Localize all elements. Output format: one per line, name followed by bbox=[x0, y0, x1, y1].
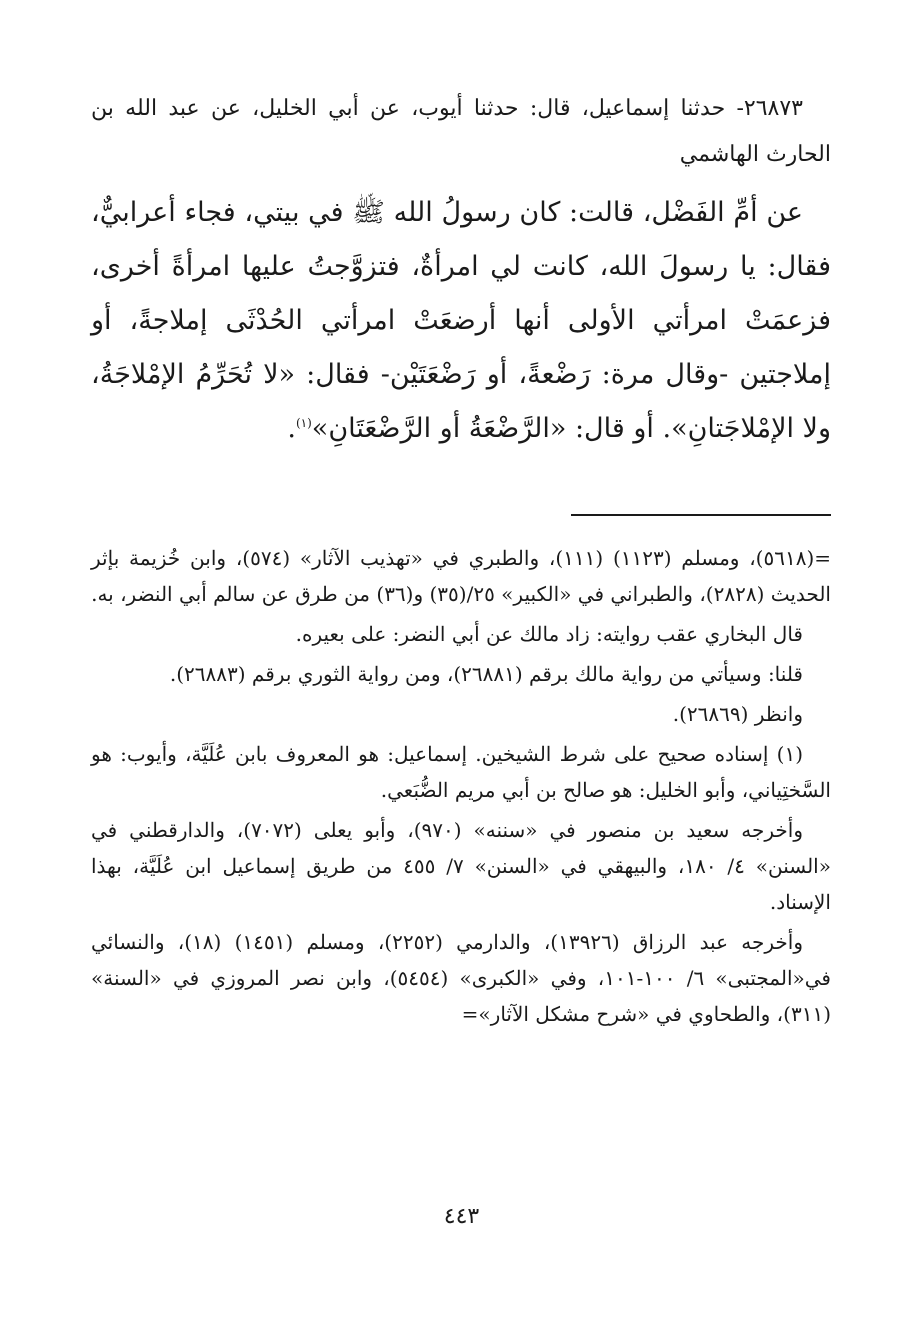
hadith-matn bbox=[91, 186, 831, 456]
footnote-paragraph: قال البخاري عقب روايته: زاد مالك عن أبي النضر: على بعيره. bbox=[295, 622, 803, 646]
isnad-text: ٢٦٨٧٣- حدثنا إسماعيل، قال: حدثنا أيوب، عن أبي الخليل، عن عبد الله بن الحارث الهاشمي bbox=[91, 96, 831, 167]
matn-text: عن أمِّ الفَضْل، قالت: كان رسولُ الله ﷺ في بيتي، فجاء أعرابيٌّ، فقال: يا رسولَ الله، كانت لي امرأةٌ، فتزوَّجتُ عليها امرأةً أخرى، فزعمَتْ امرأتي الأولى أنها أرضعَتْ امرأتي الحُدْثَى إملاجةً، أو إملاجتين -وقال مرة: رَضْعةً، أو رَضْعَتَيْن- فقال: «لا تُحَرِّمُ الإمْلاجَةُ، ولا الإمْلاجَتانِ». أو قال: «الرَّضْعَةُ أو الرَّضْعَتَانِ» bbox=[91, 197, 831, 444]
footnote-marker: (١) bbox=[295, 416, 312, 430]
page-number: ٤٤٣ bbox=[443, 1204, 480, 1229]
footnote-paragraph: قلنا: وسيأتي من رواية مالك برقم (٢٦٨٨١)، ومن رواية الثوري برقم (٢٦٨٨٣). bbox=[169, 662, 803, 686]
footnote-paragraph: وأخرجه عبد الرزاق (١٣٩٢٦)، والدارمي (٢٢٥٢)، ومسلم (١٤٥١) (١٨)، والنسائي في«المجتبى» ٦/ ١٠٠-١٠١، وفي «الكبرى» (٥٤٥٤)، وابن نصر المروزي في «السنة» (٣١١)، والطحاوي في «شرح مشكل الآثار»= bbox=[91, 930, 831, 1026]
footnote-paragraph: =(٥٦١٨)، ومسلم (١١٢٣) (١١١)، والطبري في «تهذيب الآثار» (٥٧٤)، وابن خُزيمة بإثر الحديث (٢٨٢٨)، والطبراني في «الكبير» ٢٥/(٣٥) و(٣٦) من طرق عن سالم أبي النضر، به. bbox=[91, 546, 831, 606]
footnote-paragraph: (١) إسناده صحيح على شرط الشيخين. إسماعيل: هو المعروف بابن عُلَيَّة، وأيوب: هو السَّختِياني، وأبو الخليل: هو صالح بن أبي مريم الضُّبَعي. bbox=[91, 742, 831, 802]
footnotes bbox=[91, 540, 831, 1036]
footnote-paragraph: وأخرجه سعيد بن منصور في «سننه» (٩٧٠)، وأبو يعلى (٧٠٧٢)، والدارقطني في «السنن» ٤/ ١٨٠، والبيهقي في «السنن» ٧/ ٤٥٥ من طريق إسماعيل ابن عُلَيَّة، بهذا الإسناد. bbox=[91, 818, 831, 914]
matn-paragraph bbox=[91, 186, 831, 456]
footnote-divider bbox=[571, 514, 831, 516]
footnote-paragraph: وانظر (٢٦٨٦٩). bbox=[672, 702, 803, 726]
matn-end: . bbox=[287, 413, 296, 444]
hadith-isnad bbox=[91, 86, 831, 178]
